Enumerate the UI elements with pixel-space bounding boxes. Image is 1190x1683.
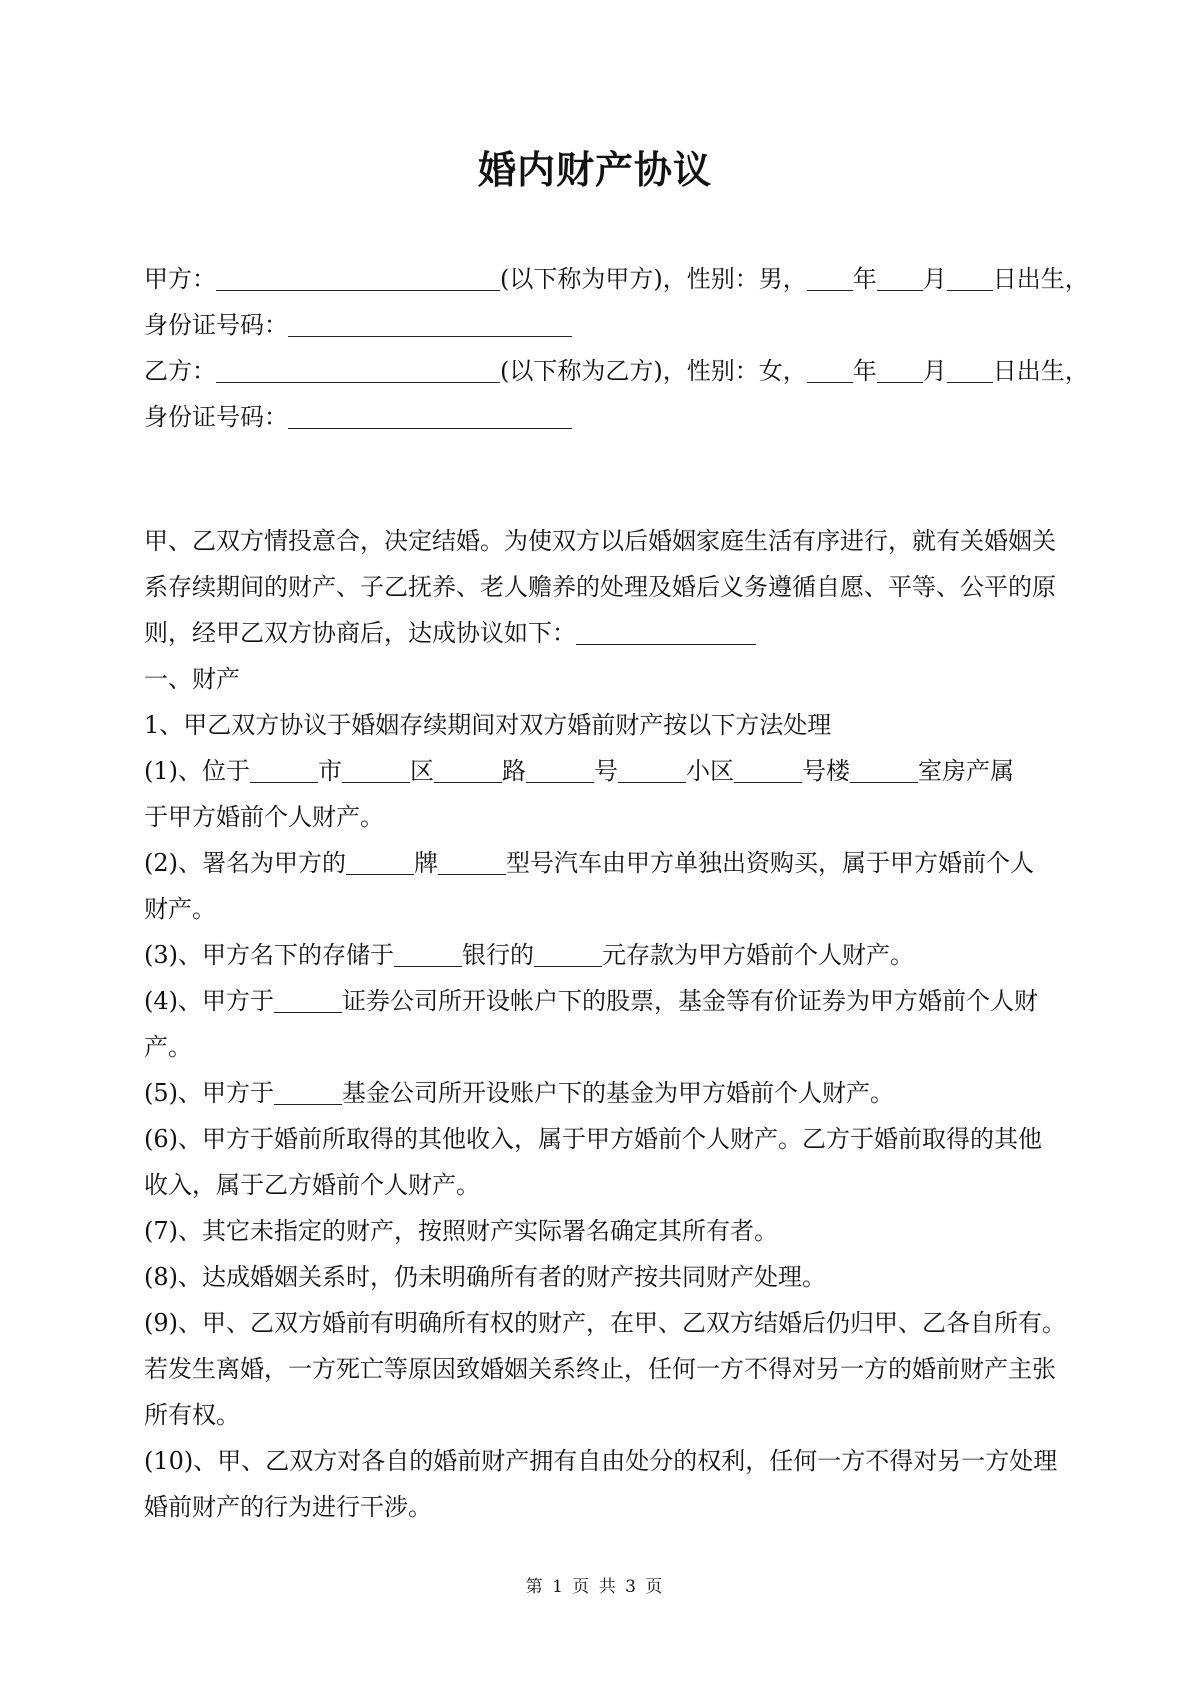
clause-9-line-2: 若发生离婚，一方死亡等原因致婚姻关系终止，任何一方不得对另一方的婚前财产主张 [144,1355,1056,1383]
party-b-suffix: (以下称为乙方)，性别：女， [500,357,807,385]
party-b-label: 乙方： [144,357,216,385]
bank-blank[interactable] [394,938,462,967]
party-a-year-label: 年 [852,265,877,293]
securities-blank[interactable] [274,984,342,1013]
clause-2-line-2: 财产。 [144,895,216,923]
party-b-id-line [144,394,1056,440]
amount-blank[interactable] [534,938,602,967]
party-b-month-blank[interactable] [877,354,923,383]
district-blank[interactable] [342,754,410,783]
clause-1-line-1 [144,748,1056,794]
community-label: 小区 [686,757,734,785]
clause-2-text: 型号汽车由甲方单独出资购买，属于甲方婚前个人 [506,849,1034,877]
clause-4-prefix: (4)、甲方于 [144,987,274,1015]
party-a-id-label: 身份证号码： [144,311,288,339]
party-a-day-label: 日出生， [992,265,1089,293]
party-a-suffix: (以下称为甲方)，性别：男， [500,265,807,293]
clause-5-prefix: (5)、甲方于 [144,1079,274,1107]
clause-7: (7)、其它未指定的财产，按照财产实际署名确定其所有者。 [144,1217,778,1245]
page-footer: 第 1 页 共 3 页 [525,1577,665,1597]
parties-block [144,256,1089,440]
community-blank[interactable] [618,754,686,783]
clause-2-line-1 [144,840,1056,886]
city-label: 市 [318,757,342,785]
party-a-name-blank[interactable] [216,262,500,291]
party-a-id-line [144,302,1056,348]
party-a-label: 甲方： [144,265,216,293]
item-1: 1、甲乙双方协议于婚姻存续期间对双方婚前财产按以下方法处理 [144,711,832,739]
party-b-id-label: 身份证号码： [144,403,288,431]
number-blank[interactable] [526,754,594,783]
party-b-year-label: 年 [852,357,877,385]
document-title: 婚内财产协议 [477,147,712,192]
clause-4-line-1 [144,978,1056,1024]
party-b-year-blank[interactable] [807,354,853,383]
fund-blank[interactable] [274,1076,342,1105]
room-blank[interactable] [850,754,918,783]
brand-label: 牌 [414,849,438,877]
building-blank[interactable] [734,754,802,783]
party-a-year-blank[interactable] [807,262,853,291]
party-a-id-blank[interactable] [288,308,572,337]
clause-6-line-2: 收入，属于乙方婚前个人财产。 [144,1171,480,1199]
main-body [144,518,1066,1530]
party-b-line [144,348,1089,394]
clause-10-line-1: (10)、甲、乙双方对各自的婚前财产拥有自由处分的权利，任何一方不得对另一方处理 [144,1447,1058,1475]
intro-text: 甲、乙双方情投意合，决定结婚。为使双方以后婚姻家庭生活有序进行，就有关婚姻关系存续期间的财产、子乙抚养、老人赡养的处理及婚后义务遵循自愿、平等、公平的原则，经甲乙双方协商后，达成协议如下： [144,527,1056,647]
clause-9-line-3: 所有权。 [144,1401,240,1429]
intro-paragraph [144,518,1056,656]
section-property-heading: 一、财产 [144,665,240,693]
building-label: 号楼 [802,757,850,785]
party-b-id-blank[interactable] [288,400,572,429]
clause-4-line-2: 产。 [144,1033,192,1061]
clause-8: (8)、达成婚姻关系时，仍未明确所有者的财产按共同财产处理。 [144,1263,826,1291]
clause-1-line-2: 于甲方婚前个人财产。 [144,803,384,831]
party-b-name-blank[interactable] [216,354,500,383]
room-label: 室房产属 [918,757,1014,785]
clause-3-text: 元存款为甲方婚前个人财产。 [602,941,914,969]
road-label: 路 [502,757,526,785]
clause-3 [144,932,1056,978]
party-b-month-label: 月 [922,357,947,385]
party-b-day-blank[interactable] [947,354,993,383]
clause-5 [144,1070,1056,1116]
clause-10-line-2: 婚前财产的行为进行干涉。 [144,1493,432,1521]
clause-9-line-1: (9)、甲、乙双方婚前有明确所有权的财产，在甲、乙双方结婚后仍归甲、乙各自所有。 [144,1309,1066,1337]
road-blank[interactable] [434,754,502,783]
clause-3-prefix: (3)、甲方名下的存储于 [144,941,394,969]
clause-5-text: 基金公司所开设账户下的基金为甲方婚前个人财产。 [342,1079,894,1107]
brand-blank[interactable] [438,846,506,875]
party-a-month-blank[interactable] [877,262,923,291]
clause-4-text: 证券公司所开设帐户下的股票，基金等有价证券为甲方婚前个人财 [342,987,1038,1015]
party-a-month-label: 月 [922,265,947,293]
intro-blank[interactable] [576,616,756,645]
district-label: 区 [410,757,434,785]
clause-2-prefix: (2)、署名为甲方的 [144,849,346,877]
city-blank[interactable] [250,754,318,783]
number-label: 号 [594,757,618,785]
clause-1-prefix: (1)、位于 [144,757,250,785]
party-a-day-blank[interactable] [947,262,993,291]
car-owner-blank[interactable] [346,846,414,875]
party-b-day-label: 日出生， [992,357,1089,385]
party-a-line [144,256,1089,302]
clause-6-line-1: (6)、甲方于婚前所取得的其他收入，属于甲方婚前个人财产。乙方于婚前取得的其他 [144,1125,1042,1153]
bank-label: 银行的 [462,941,534,969]
